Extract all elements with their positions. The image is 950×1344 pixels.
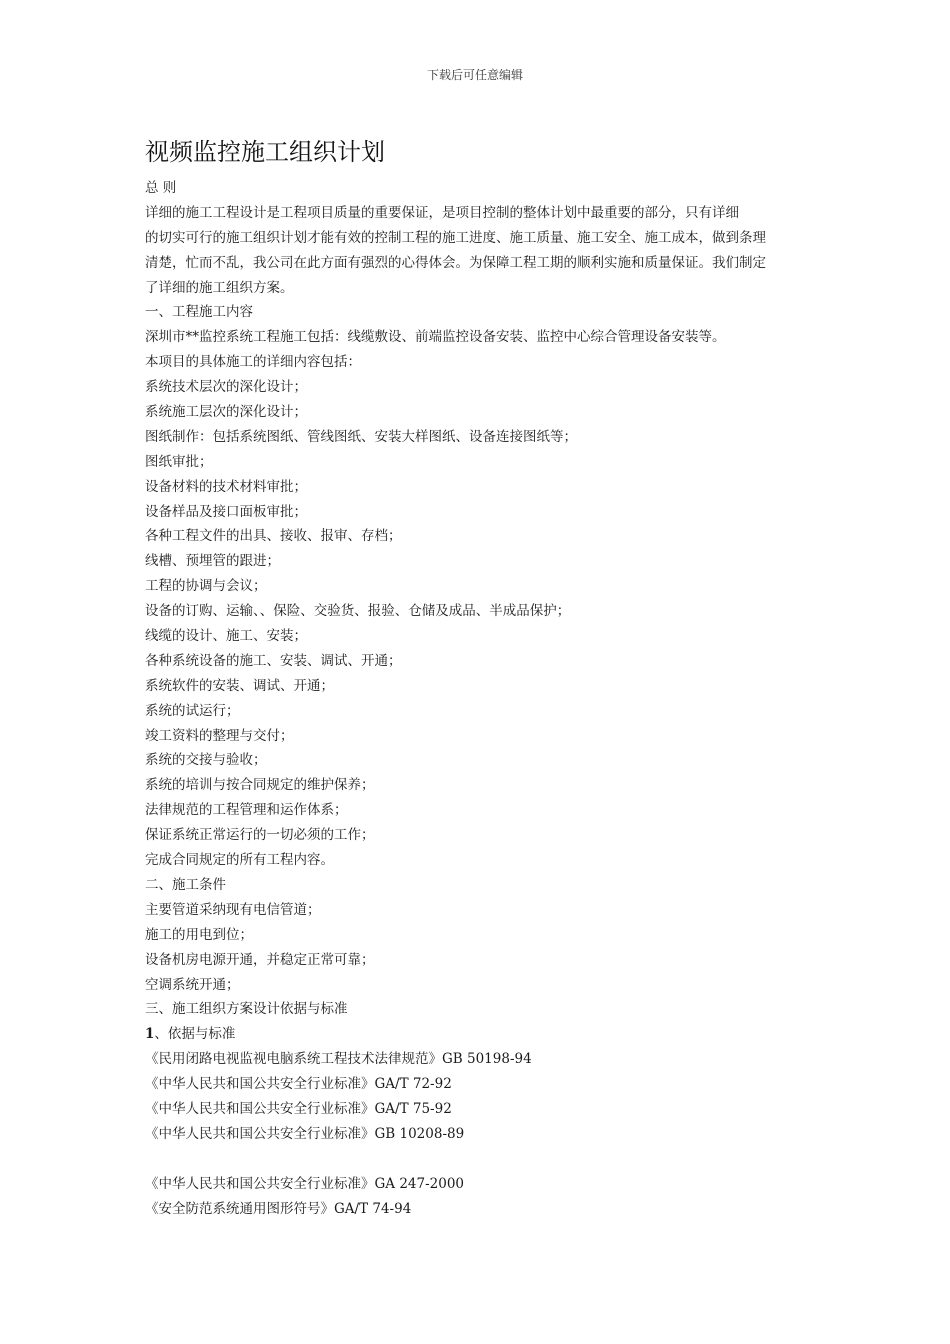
- paragraph-line: 了详细的施工组织方案。: [145, 279, 294, 296]
- standard-item: 《中华人民共和国公共安全行业标准》GB 10208-89: [145, 1125, 465, 1142]
- list-item: 系统的试运行；: [145, 702, 240, 719]
- list-item: 系统技术层次的深化设计；: [145, 379, 307, 396]
- list-item: 主要管道采纳现有电信管道；: [145, 901, 321, 918]
- subsection-heading: [145, 1022, 810, 1047]
- standard-item: 《安全防范系统通用图形符号》GA/T 74-94: [145, 1200, 412, 1217]
- paragraph-line: 本项目的具体施工的详细内容包括：: [145, 354, 361, 371]
- standard-item: 《民用闭路电视监视电脑系统工程技术法律规范》GB 50198-94: [145, 1051, 532, 1068]
- list-item: 设备材料的技术材料审批；: [145, 478, 307, 495]
- paragraph-line: 深圳市**监控系统工程施工包括：线缆敷设、前端监控设备安装、监控中心综合管理设备安装等。: [145, 329, 726, 346]
- list-item: 设备样品及接口面板审批；: [145, 503, 307, 520]
- list-item: 各种系统设备的施工、安装、调试、开通；: [145, 652, 402, 669]
- standard-item: 《中华人民共和国公共安全行业标准》GA/T 72-92: [145, 1076, 452, 1093]
- document-body: [145, 176, 810, 1221]
- list-item: 各种工程文件的出具、接收、报审、存档；: [145, 528, 402, 545]
- list-item: 工程的协调与会议；: [145, 578, 267, 595]
- list-item: 完成合同规定的所有工程内容。: [145, 852, 334, 869]
- list-item: 线槽、预埋管的跟进；: [145, 553, 280, 570]
- document-title: 视频监控施工组织计划: [145, 138, 385, 166]
- list-item: 空调系统开通；: [145, 976, 240, 993]
- list-item: 系统施工层次的深化设计；: [145, 404, 307, 421]
- list-item: 系统的培训与按合同规定的维护保养；: [145, 777, 375, 794]
- list-item: 保证系统正常运行的一切必须的工作；: [145, 827, 375, 844]
- paragraph-line: 清楚，忙而不乱，我公司在此方面有强烈的心得体会。为保障工程工期的顺利实施和质量保证。我们制定: [145, 254, 766, 271]
- subsection-title: 、依据与标准: [154, 1026, 236, 1043]
- page-header: 下载后可任意编辑: [426, 68, 523, 82]
- list-item: 法律规范的工程管理和运作体系；: [145, 802, 348, 819]
- list-item: 竣工资料的整理与交付；: [145, 727, 294, 744]
- list-item: 线缆的设计、施工、安装；: [145, 628, 307, 645]
- paragraph-line: 详细的施工工程设计是工程项目质量的重要保证，是项目控制的整体计划中最重要的部分，只有详细: [145, 204, 739, 221]
- list-item: 系统软件的安装、调试、开通；: [145, 677, 334, 694]
- list-item: 系统的交接与验收；: [145, 752, 267, 769]
- blank-line: [145, 1147, 810, 1172]
- section-heading: 三、施工组织方案设计依据与标准: [145, 1001, 348, 1018]
- section-heading: 二、施工条件: [145, 876, 226, 893]
- list-item: 图纸制作：包括系统图纸、管线图纸、安装大样图纸、设备连接图纸等；: [145, 428, 577, 445]
- section-heading-general: 总 则: [145, 180, 177, 196]
- list-item: 施工的用电到位；: [145, 926, 253, 943]
- section-heading: 一、工程施工内容: [145, 304, 253, 321]
- list-item: 图纸审批；: [145, 453, 213, 470]
- paragraph-line: 的切实可行的施工组织计划才能有效的控制工程的施工进度、施工质量、施工安全、施工成本，做到条理: [145, 229, 766, 246]
- standard-item: 《中华人民共和国公共安全行业标准》GA/T 75-92: [145, 1100, 452, 1117]
- list-item: 设备机房电源开通，并稳定正常可靠；: [145, 951, 375, 968]
- list-item: 设备的订购、运输、、保险、交验货、报验、仓储及成品、半成品保护；: [145, 603, 571, 620]
- standard-item: 《中华人民共和国公共安全行业标准》GA 247-2000: [145, 1175, 465, 1192]
- subsection-number: 1: [145, 1026, 155, 1043]
